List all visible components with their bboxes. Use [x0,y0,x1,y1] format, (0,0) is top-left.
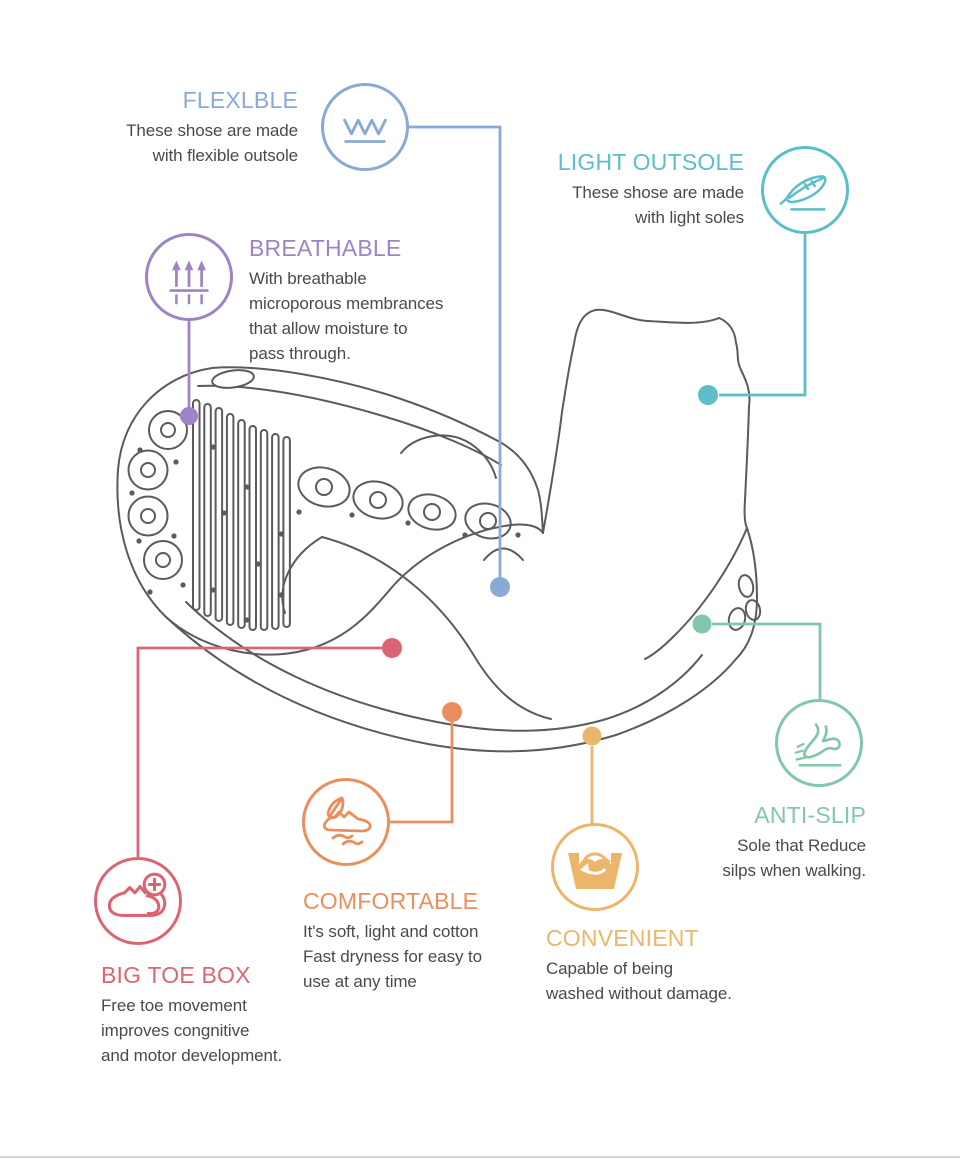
feature-big-toe-box-title: BIG TOE BOX [101,962,251,988]
feature-comfortable [303,887,533,994]
big-toe-box-icon-badge [94,857,182,945]
feature-light-outsole-title: LIGHT OUTSOLE [557,149,744,175]
shoe-plus-icon [105,868,171,934]
feature-convenient-line2: washed without damage. [546,984,732,1003]
feature-anti-slip-line1: Sole that Reduce [737,836,866,855]
foot-slip-icon [788,712,850,774]
feature-big-toe-box-line3: and motor development. [101,1046,283,1065]
feature-convenient-title: CONVENIENT [546,925,699,951]
feature-big-toe-box-line2: improves congnitive [101,1021,250,1040]
feature-comfortable-line3: use at any time [303,972,417,991]
feature-light-outsole [484,148,744,230]
feature-flexible-line2: with flexible outsole [152,146,298,165]
feature-comfortable-title: COMFORTABLE [303,888,479,914]
flexible-icon-badge [321,83,409,171]
breathable-icon-badge [145,233,233,321]
wave-icon [334,96,396,158]
connector-dot-comfortable [442,702,462,722]
feature-light-outsole-line2: with light soles [635,208,744,227]
connector-dot-light-outsole [698,385,718,405]
feature-breathable-line2: microporous membrances [249,294,444,313]
convenient-icon-badge [551,823,639,911]
connector-dot-flexible [490,577,510,597]
feature-breathable-line3: that allow moisture to [249,319,408,338]
light-outsole-icon-badge [761,146,849,234]
shoe-feather-icon [314,790,378,854]
feature-convenient-line1: Capable of being [546,959,673,978]
feature-anti-slip [636,801,866,883]
feature-breathable-line4: pass through. [249,344,351,363]
feature-flexible-line1: These shose are made [126,121,298,140]
feature-anti-slip-title: ANTI-SLIP [754,802,866,828]
feature-anti-slip-line2: silps when walking. [722,861,866,880]
anti-slip-icon-badge [775,699,863,787]
feature-breathable-line1: With breathable [249,269,367,288]
feature-light-outsole-line1: These shose are made [572,183,744,202]
feature-breathable-title: BREATHABLE [249,235,402,261]
feature-comfortable-line2: Fast dryness for easy to [303,947,483,966]
arrows-up-icon [158,246,220,308]
feature-big-toe-box-line1: Free toe movement [101,996,247,1015]
shoe-line-art [117,310,762,752]
connector-dot-big-toe-box [382,638,402,658]
comfortable-icon-badge [302,778,390,866]
feature-breathable [249,234,489,366]
connector-dot-anti-slip [693,615,712,634]
feature-comfortable-line1: It's soft, light and cotton [303,922,479,941]
wash-icon [563,835,627,899]
connector-dot-breathable [180,407,198,425]
connector-convenient [583,727,602,826]
feature-flexible [38,86,298,168]
feature-convenient [546,924,786,1006]
feature-flexible-title: FLEXLBLE [182,87,298,113]
connector-dot-convenient [583,727,602,746]
feather-icon [774,159,836,221]
